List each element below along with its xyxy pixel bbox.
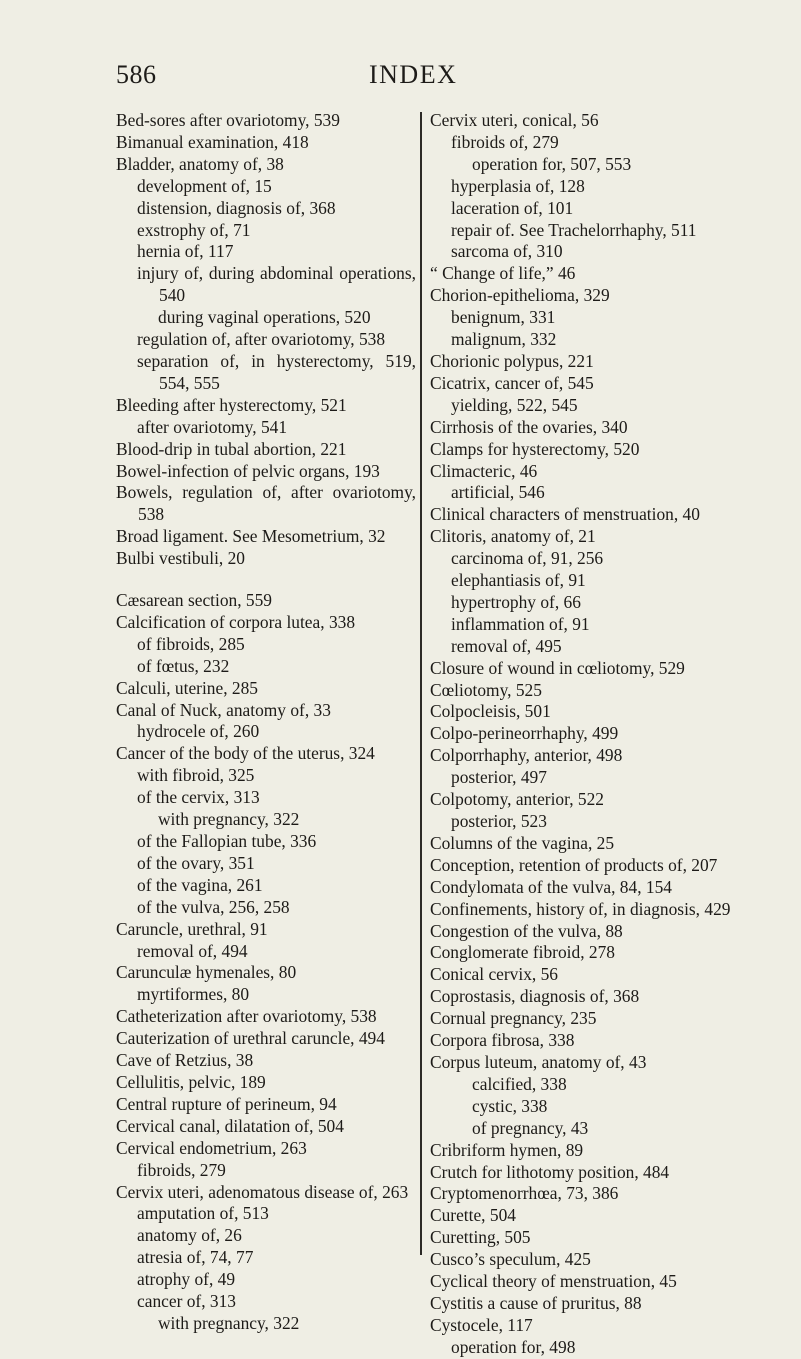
index-subentry: fibroids of, 279 [451, 131, 559, 152]
index-entry: Chorionic polypus, 221 [430, 350, 594, 371]
index-subentry: of the ovary, 351 [137, 852, 255, 873]
index-entry: Conglomerate fibroid, 278 [430, 942, 615, 963]
index-entry: Calculi, uterine, 285 [116, 677, 258, 698]
index-subentry: after ovariotomy, 541 [137, 416, 288, 437]
index-subentry: development of, 15 [137, 175, 272, 196]
index-entry: Catheterization after ovariotomy, 538 [116, 1006, 377, 1027]
index-entry: Cervical endometrium, 263 [116, 1137, 307, 1158]
index-entry: Cæsarean section, 559 [116, 590, 272, 611]
index-entry: Cervix uteri, conical, 56 [430, 110, 599, 130]
index-entry: Columns of the vagina, 25 [430, 832, 615, 853]
index-entry: Cribriform hymen, 89 [430, 1139, 584, 1160]
index-entry: Bowels, regulation of, after ovariotomy, 538 [116, 482, 416, 525]
index-entry: Corpus luteum, anatomy of, 43 [430, 1051, 647, 1072]
index-subentry: myrtiformes, 80 [137, 984, 250, 1005]
index-subentry: posterior, 497 [451, 767, 547, 788]
index-entry: Bed-sores after ovariotomy, 539 [116, 110, 340, 130]
index-subentry: calcified, 338 [472, 1073, 567, 1094]
index-subentry: exstrophy of, 71 [137, 219, 251, 240]
index-entry: Carunculæ hymenales, 80 [116, 962, 297, 983]
index-subentry: cystic, 338 [472, 1095, 548, 1116]
index-entry: Curetting, 505 [430, 1227, 531, 1248]
index-subentry: laceration of, 101 [451, 197, 574, 218]
index-subentry: elephantiasis of, 91 [451, 570, 586, 591]
index-entry: Chorion-epithelioma, 329 [430, 285, 610, 306]
index-subentry: with pregnancy, 322 [158, 809, 300, 830]
index-subentry: amputation of, 513 [137, 1203, 269, 1224]
index-entry: Cirrhosis of the ovaries, 340 [430, 416, 628, 437]
index-entry: Condylomata of the vulva, 84, 154 [430, 876, 672, 897]
index-entry: Bulbi vestibuli, 20 [116, 548, 245, 569]
index-subentry: anatomy of, 26 [137, 1225, 242, 1246]
index-entry: Curette, 504 [430, 1205, 516, 1226]
index-entry: Crutch for lithotomy position, 484 [430, 1161, 670, 1182]
index-subentry: hernia of, 117 [137, 241, 234, 262]
index-subentry: carcinoma of, 91, 256 [451, 548, 604, 569]
index-column-right [430, 110, 748, 1359]
index-entry: Congestion of the vulva, 88 [430, 920, 623, 941]
index-subentry: sarcoma of, 310 [451, 241, 563, 262]
index-entry: Canal of Nuck, anatomy of, 33 [116, 699, 331, 720]
index-entry: Bladder, anatomy of, 38 [116, 153, 284, 174]
index-entry: Cryptomenorrhœa, 73, 386 [430, 1183, 619, 1204]
page-number: 586 [116, 60, 157, 89]
index-subentry: during vaginal operations, 520 [158, 307, 371, 328]
index-entry: Calcification of corpora lutea, 338 [116, 611, 356, 632]
index-subentry: hydrocele of, 260 [137, 721, 260, 742]
index-subentry: injury of, during abdominal operations, 540 [137, 263, 416, 306]
index-entry: Colpo-perineorrhaphy, 499 [430, 723, 619, 744]
index-subentry: separation of, in hysterectomy, 519, 554, 555 [137, 350, 416, 393]
index-entry: Blood-drip in tubal abortion, 221 [116, 438, 347, 459]
index-entry: Confinements, history of, in diagnosis, 429 [430, 898, 731, 919]
index-entry: Clamps for hysterectomy, 520 [430, 438, 640, 459]
index-entry: Cellulitis, pelvic, 189 [116, 1071, 266, 1092]
column-rule [420, 112, 422, 1255]
index-subentry: of pregnancy, 43 [472, 1117, 589, 1138]
index-subentry: distension, diagnosis of, 368 [137, 197, 336, 218]
index-entry: Closure of wound in cœliotomy, 529 [430, 657, 685, 678]
index-entry: Cyclical theory of menstruation, 45 [430, 1271, 677, 1292]
index-subentry: removal of, 495 [451, 635, 562, 656]
index-entry: Coprostasis, diagnosis of, 368 [430, 986, 640, 1007]
index-entry: Cervix uteri, adenomatous disease of, 263 [116, 1181, 409, 1202]
index-entry: Cervical canal, dilatation of, 504 [116, 1115, 344, 1136]
index-entry: Clinical characters of menstruation, 40 [430, 504, 700, 525]
index-subentry: with fibroid, 325 [137, 765, 255, 786]
index-entry: Climacteric, 46 [430, 460, 538, 481]
index-subentry: of fibroids, 285 [137, 633, 245, 654]
index-subentry: with pregnancy, 322 [158, 1312, 300, 1333]
index-subentry: regulation of, after ovariotomy, 538 [137, 329, 386, 350]
index-entry: Cornual pregnancy, 235 [430, 1008, 597, 1029]
index-entry: Colpocleisis, 501 [430, 701, 551, 722]
index-entry: Conical cervix, 56 [430, 964, 558, 985]
index-entry: Central rupture of perineum, 94 [116, 1093, 337, 1114]
index-subentry: inflammation of, 91 [451, 613, 590, 634]
index-subentry: of the cervix, 313 [137, 787, 260, 808]
index-subentry: removal of, 494 [137, 940, 248, 961]
index-entry: Clitoris, anatomy of, 21 [430, 526, 596, 547]
index-entry: Broad ligament. See Mesometrium, 32 [116, 526, 386, 547]
index-subentry: cancer of, 313 [137, 1291, 236, 1312]
index-subentry: of fœtus, 232 [137, 655, 230, 676]
index-entry: Colporrhaphy, anterior, 498 [430, 745, 623, 766]
index-subentry: atrophy of, 49 [137, 1269, 236, 1290]
index-entry: Cœliotomy, 525 [430, 679, 542, 700]
index-subentry: artificial, 546 [451, 482, 545, 503]
letter-section-gap [116, 570, 416, 590]
index-entry: Bowel-infection of pelvic organs, 193 [116, 460, 380, 481]
index-subentry: malignum, 332 [451, 329, 557, 350]
index-entry: Conception, retention of products of, 207 [430, 854, 718, 875]
index-subentry: yielding, 522, 545 [451, 394, 578, 415]
index-subentry: operation for, 507, 553 [472, 153, 632, 174]
index-subentry: hypertrophy of, 66 [451, 591, 581, 612]
index-entry: Cauterization of urethral caruncle, 494 [116, 1028, 385, 1049]
index-entry: Bimanual examination, 418 [116, 131, 309, 152]
index-subentry: hyperplasia of, 128 [451, 175, 585, 196]
index-entry: Colpotomy, anterior, 522 [430, 789, 604, 810]
index-entry: Bleeding after hysterectomy, 521 [116, 394, 347, 415]
index-entry: Cystocele, 117 [430, 1314, 533, 1335]
index-subentry: of the vulva, 256, 258 [137, 896, 290, 917]
index-entry: Cancer of the body of the uterus, 324 [116, 743, 375, 764]
index-entry: Caruncle, urethral, 91 [116, 918, 268, 939]
running-head: INDEX [369, 60, 458, 89]
index-subentry: posterior, 523 [451, 811, 547, 831]
index-subentry: fibroids, 279 [137, 1159, 226, 1180]
index-subentry: of the vagina, 261 [137, 874, 263, 895]
index-entry: “ Change of life,” 46 [430, 263, 576, 284]
index-entry: Cystitis a cause of pruritus, 88 [430, 1292, 642, 1313]
index-subentry: operation for, 498 [451, 1336, 576, 1357]
index-subentry: benignum, 331 [451, 307, 556, 328]
index-column-left [116, 110, 416, 1335]
index-entry: Cave of Retzius, 38 [116, 1050, 254, 1071]
index-subentry: repair of. See Trachelorrhaphy, 511 [451, 219, 697, 240]
index-entry: Cicatrix, cancer of, 545 [430, 372, 594, 393]
index-subentry: of the Fallopian tube, 336 [137, 831, 317, 851]
index-entry: Corpora fibrosa, 338 [430, 1030, 575, 1051]
index-subentry: atresia of, 74, 77 [137, 1247, 254, 1268]
index-entry: Cusco’s speculum, 425 [430, 1249, 591, 1270]
